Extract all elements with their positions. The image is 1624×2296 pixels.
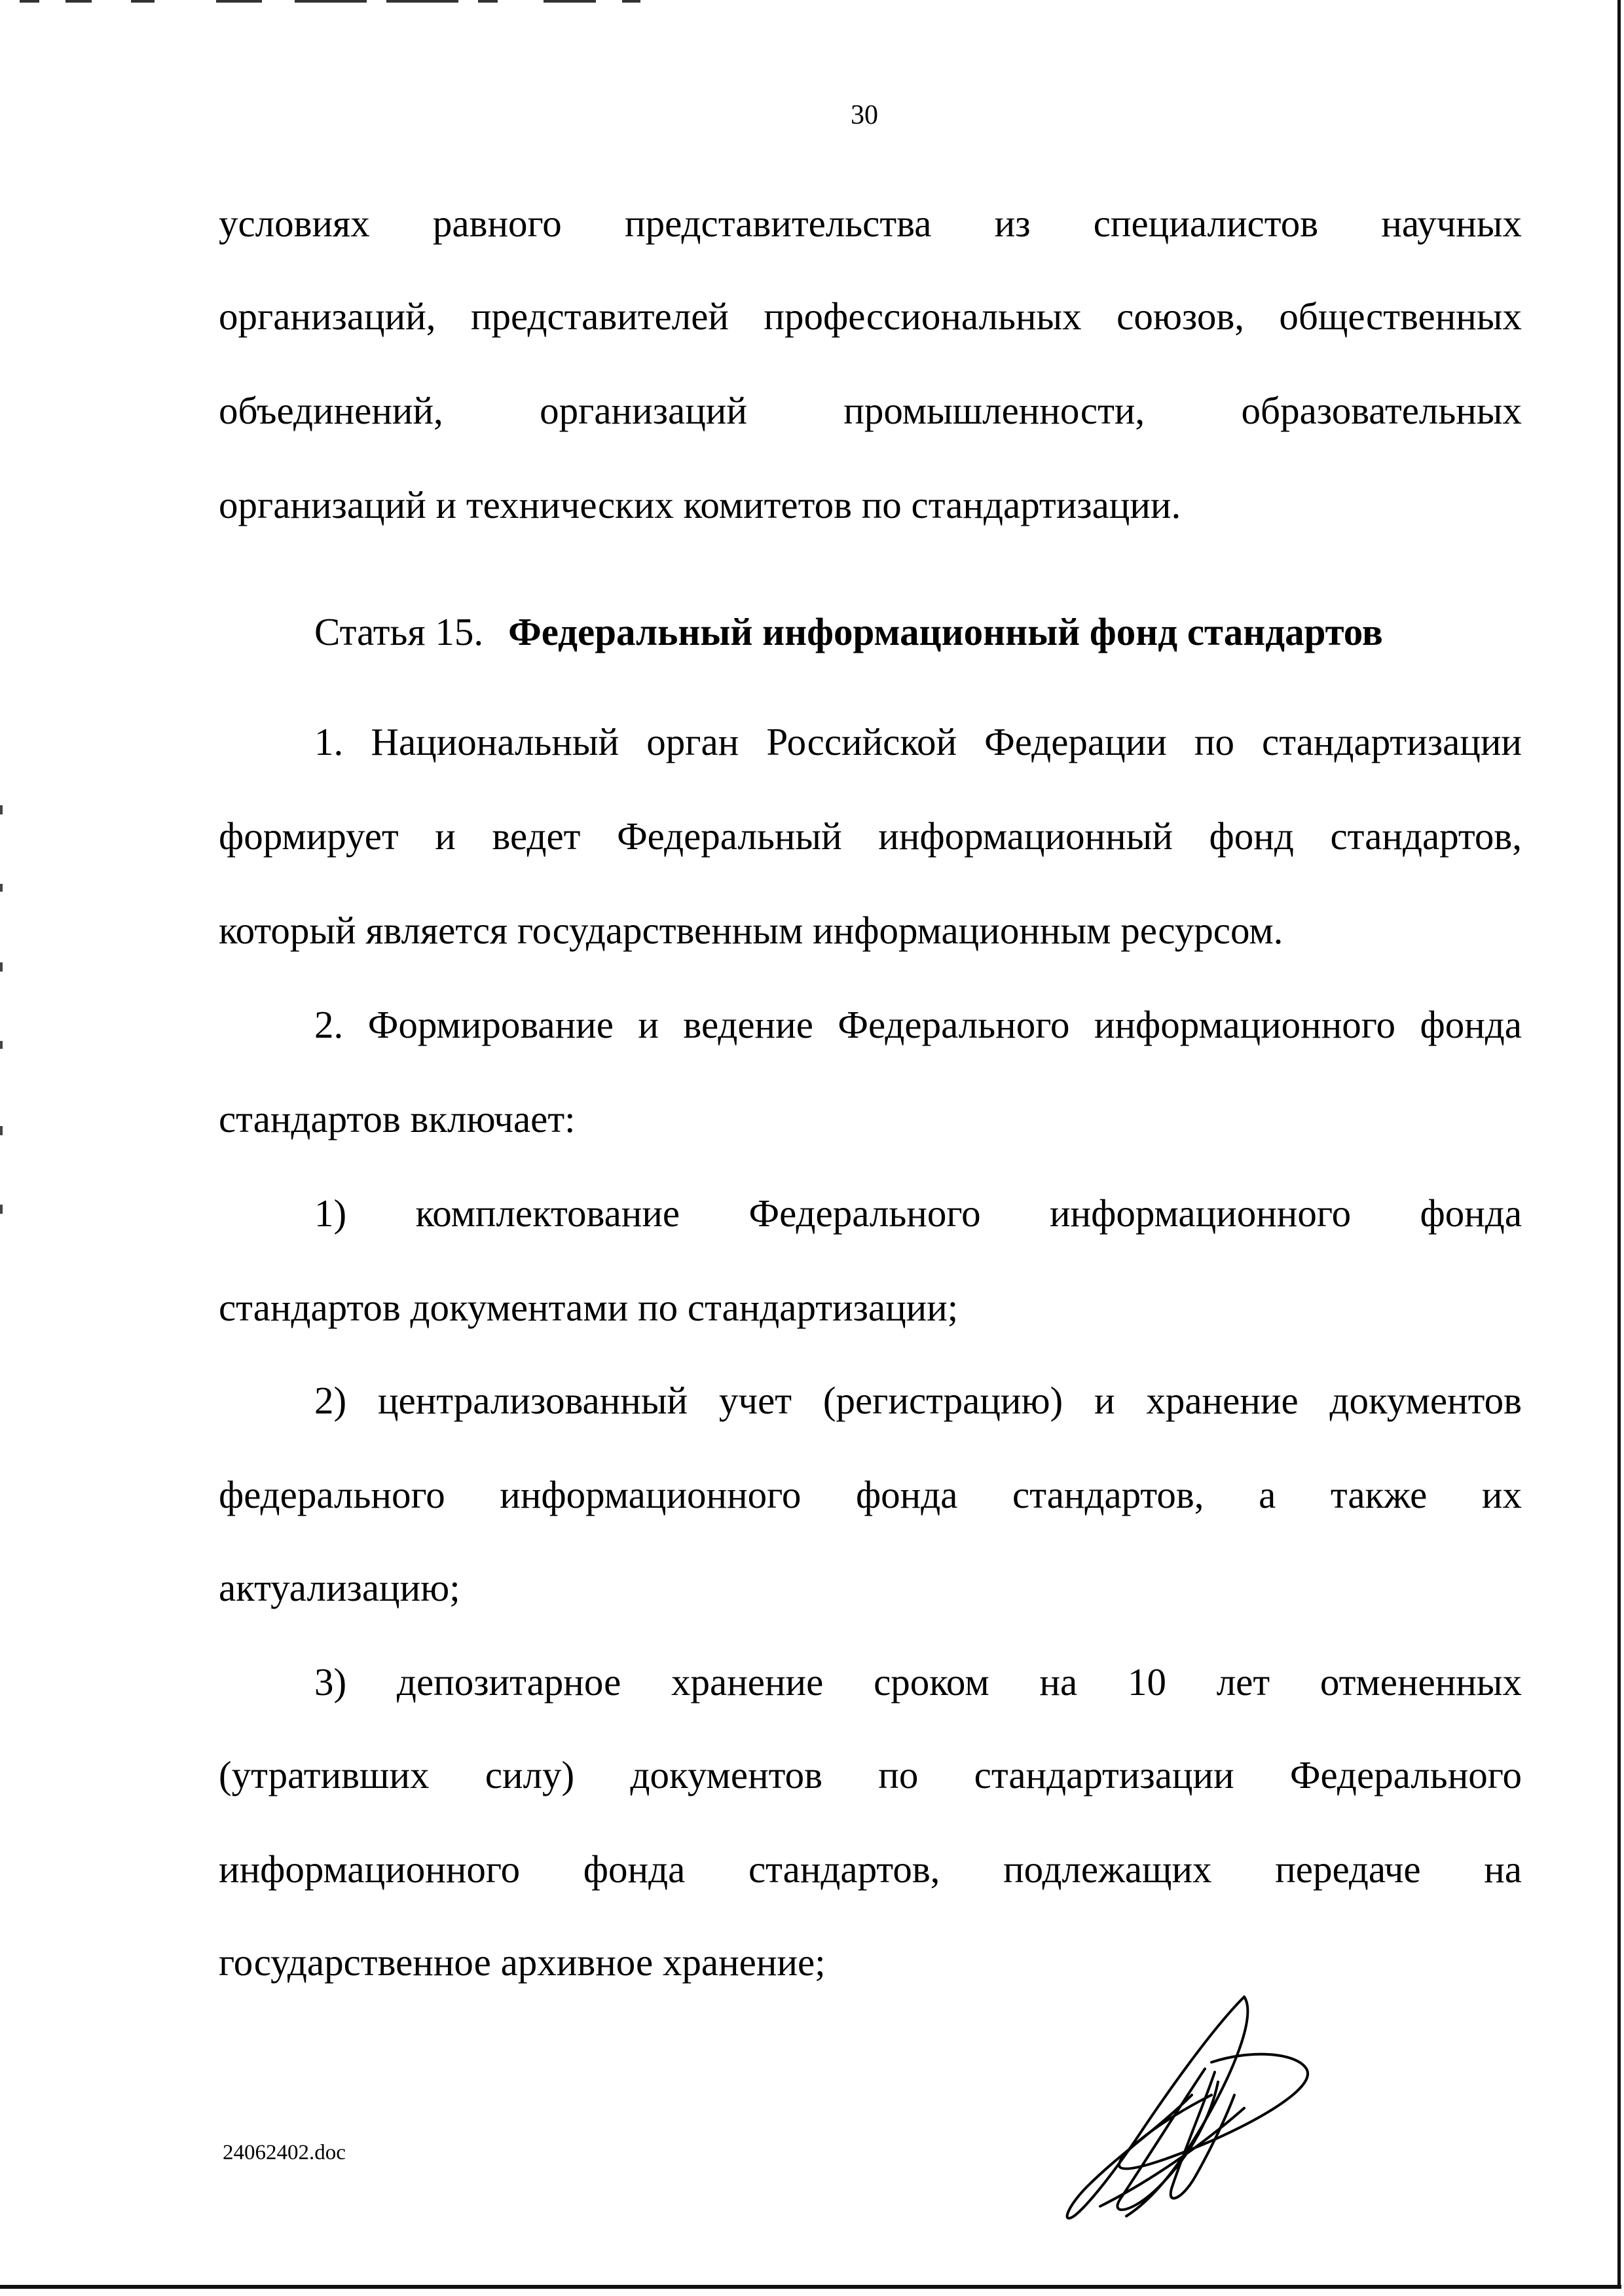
paragraph-line: 2) централизованный учет (регистрацию) и хранение документов bbox=[314, 1379, 1522, 1422]
scan-border-right bbox=[1617, 0, 1621, 2287]
paragraph-line: (утративших силу) документов по стандартизации Федерального bbox=[219, 1753, 1522, 1796]
paragraph-line: 1. Национальный орган Российской Федерации по стандартизации bbox=[314, 720, 1522, 763]
paragraph-line: актуализацию; bbox=[219, 1566, 460, 1609]
paragraph-line: федерального информационного фонда стандартов, а также их bbox=[219, 1473, 1522, 1516]
paragraph-line: государственное архивное хранение; bbox=[219, 1941, 826, 1984]
signature-icon bbox=[1048, 1990, 1323, 2226]
paragraph-line: информационного фонда стандартов, подлежащих передаче на bbox=[219, 1848, 1522, 1891]
article-title: Федеральный информационный фонд стандартов bbox=[508, 610, 1383, 653]
paragraph-line: организаций, представителей профессиональных союзов, общественных bbox=[219, 295, 1522, 338]
scan-border-bottom bbox=[0, 2285, 1621, 2289]
scan-marks-top bbox=[0, 0, 851, 5]
article-label: Статья 15. bbox=[314, 610, 484, 653]
paragraph-line: организаций и технических комитетов по стандартизации. bbox=[219, 483, 1181, 526]
paragraph-line: формирует и ведет Федеральный информационный фонд стандартов, bbox=[219, 814, 1522, 858]
paragraph-line: который является государственным информационным ресурсом. bbox=[219, 909, 1283, 952]
paragraph-line: стандартов документами по стандартизации; bbox=[219, 1286, 959, 1329]
paragraph-line: объединений, организаций промышленности, образовательных bbox=[219, 389, 1522, 432]
paragraph-line: 1) комплектование Федерального информационного фонда bbox=[314, 1192, 1522, 1235]
document-reference: 24062402.doc bbox=[223, 2141, 346, 2164]
article-heading bbox=[314, 609, 1522, 655]
paragraph-line: стандартов включает: bbox=[219, 1097, 576, 1140]
paragraph-line: 3) депозитарное хранение сроком на 10 лет отмененных bbox=[314, 1660, 1522, 1704]
paragraph-line: 2. Формирование и ведение Федерального информационного фонда bbox=[314, 1003, 1522, 1046]
page-number: 30 bbox=[851, 100, 878, 130]
paragraph-line: условиях равного представительства из специалистов научных bbox=[219, 202, 1522, 245]
